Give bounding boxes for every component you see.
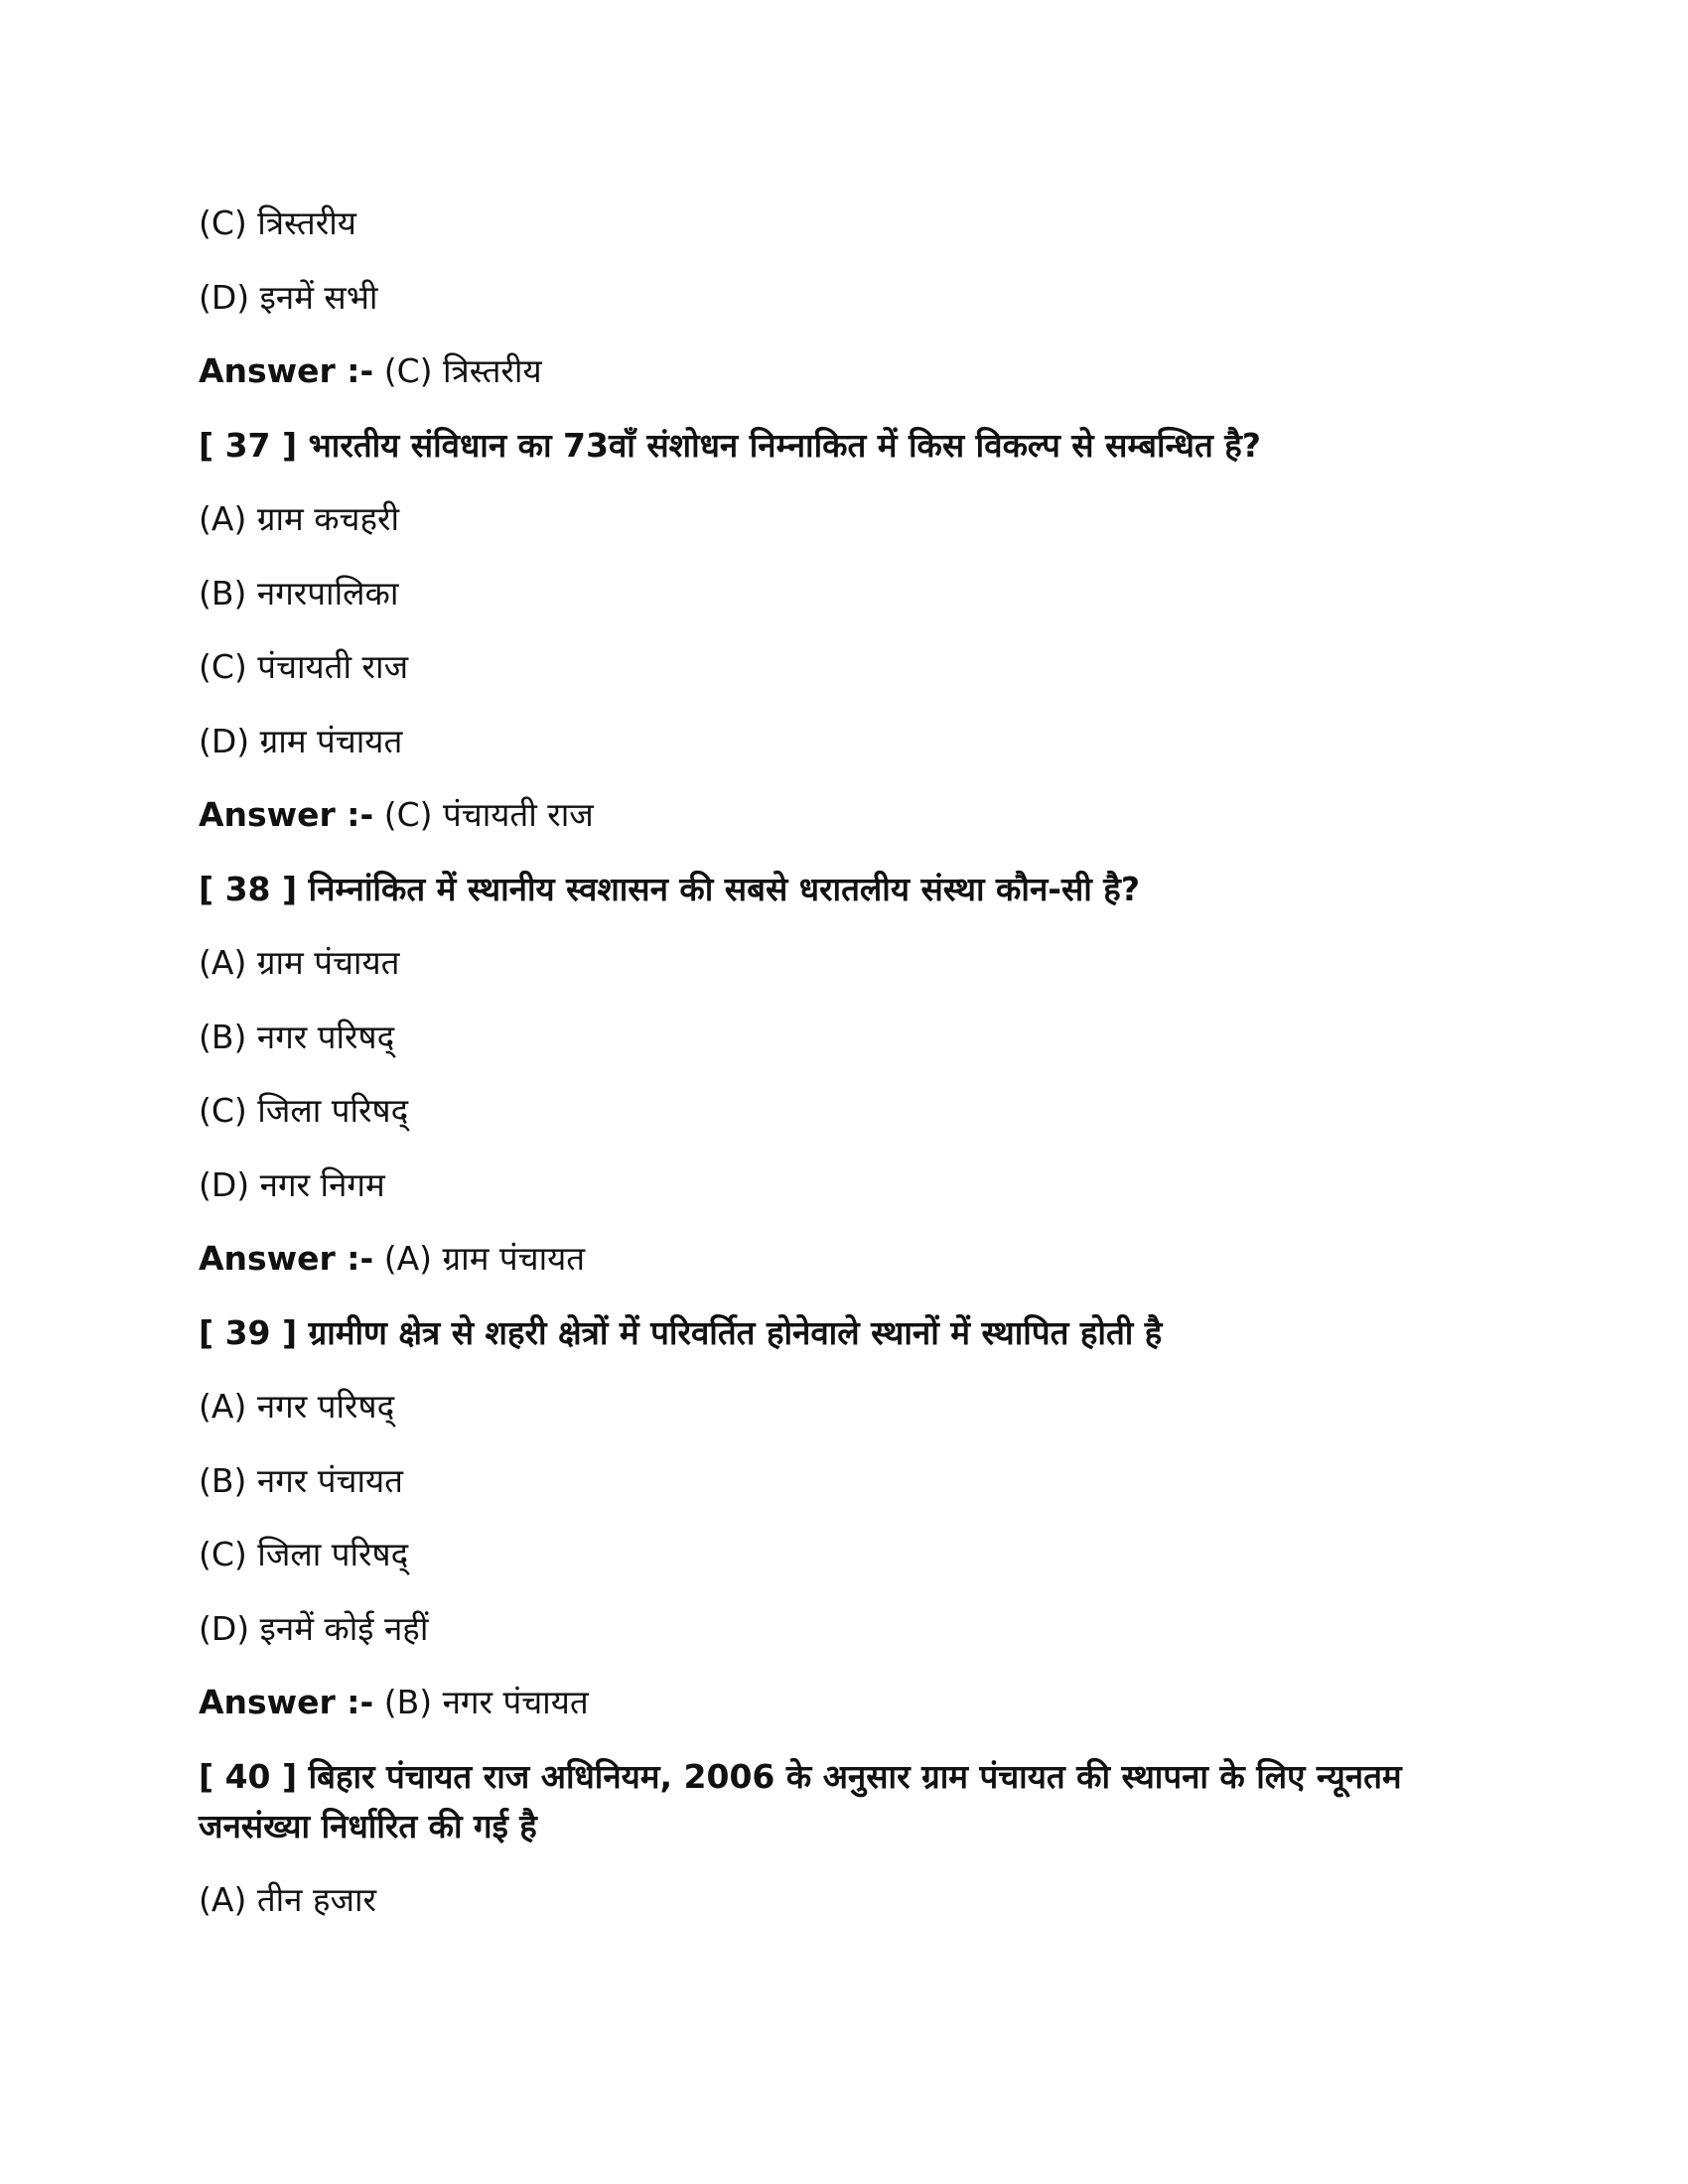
answer-text: पंचायती राज: [443, 795, 594, 834]
option-line: [199, 1086, 1489, 1160]
option-text: इनमें कोई नहीं: [259, 1608, 429, 1648]
option-line: [199, 1382, 1489, 1456]
answer-text: नगर पंचायत: [442, 1683, 589, 1721]
option-letter: (B): [199, 1017, 247, 1056]
option-line: [199, 1013, 1489, 1087]
question-number: [ 40 ]: [199, 1756, 298, 1796]
question-text: बिहार पंचायत राज अधिनियम, 2006 के अनुसार ग्राम पंचायत की स्थापना के लिए न्यूनतम जनसंख्या निर्धारित की गई है: [199, 1756, 1402, 1845]
answer-label: Answer :-: [199, 351, 374, 390]
answer-line: [199, 346, 1489, 421]
question-39: [199, 1308, 1489, 1383]
option-line: [199, 717, 1489, 791]
option-text: नगर निगम: [259, 1164, 385, 1204]
option-letter: (D): [199, 277, 250, 317]
answer-line: [199, 790, 1489, 865]
question-37: [199, 421, 1489, 495]
answer-text: ग्राम पंचायत: [442, 1239, 586, 1278]
option-line: [199, 569, 1489, 643]
document-page: [199, 199, 1489, 1949]
option-letter: (A): [199, 943, 247, 982]
option-line: [199, 1875, 1489, 1950]
option-text: नगरपालिका: [256, 573, 399, 613]
option-line: [199, 199, 1489, 273]
option-line: [199, 1530, 1489, 1604]
option-letter: (D): [199, 1164, 250, 1204]
answer-label: Answer :-: [199, 1683, 374, 1721]
option-text: पंचायती राज: [257, 647, 409, 686]
option-letter: (C): [199, 1535, 247, 1573]
answer-label: Answer :-: [199, 1239, 374, 1278]
question-38: [199, 865, 1489, 939]
option-line: [199, 642, 1489, 717]
option-line: [199, 1160, 1489, 1235]
option-text: नगर पंचायत: [256, 1460, 403, 1500]
option-line: [199, 1604, 1489, 1679]
answer-letter: (C): [383, 795, 433, 834]
answer-text: त्रिस्तरीय: [443, 351, 542, 390]
question-number: [ 37 ]: [199, 425, 298, 465]
option-letter: (A): [199, 499, 247, 538]
option-text: जिला परिषद्: [257, 1091, 409, 1130]
option-text: तीन हजार: [256, 1879, 377, 1919]
answer-letter: (C): [383, 351, 433, 390]
option-letter: (C): [199, 1091, 247, 1130]
option-text: त्रिस्तरीय: [257, 204, 356, 242]
answer-line: [199, 1678, 1489, 1752]
option-text: ग्राम कचहरी: [256, 499, 400, 538]
option-line: [199, 494, 1489, 569]
option-text: नगर परिषद्: [256, 1387, 395, 1426]
question-40: [199, 1752, 1489, 1851]
option-text: नगर परिषद्: [256, 1017, 395, 1056]
option-letter: (B): [199, 1460, 247, 1500]
question-number: [ 39 ]: [199, 1312, 298, 1352]
option-letter: (C): [199, 647, 247, 686]
option-line: [199, 273, 1489, 347]
answer-letter: (B): [383, 1683, 433, 1721]
option-letter: (B): [199, 573, 247, 613]
option-text: जिला परिषद्: [257, 1535, 409, 1573]
option-text: इनमें सभी: [259, 277, 378, 317]
answer-line: [199, 1234, 1489, 1308]
option-line: [199, 1456, 1489, 1531]
option-letter: (D): [199, 1608, 250, 1648]
question-text: निम्नांकित में स्थानीय स्वशासन की सबसे धरातलीय संस्था कौन-सी है?: [308, 869, 1140, 908]
option-letter: (A): [199, 1879, 247, 1919]
option-letter: (D): [199, 721, 250, 760]
option-line: [199, 938, 1489, 1013]
option-letter: (C): [199, 204, 247, 242]
answer-letter: (A): [383, 1239, 433, 1278]
question-text: भारतीय संविधान का 73वाँ संशोधन निम्नाकित में किस विकल्प से सम्बन्धित है?: [308, 425, 1261, 465]
question-number: [ 38 ]: [199, 869, 298, 908]
option-text: ग्राम पंचायत: [259, 721, 403, 760]
answer-label: Answer :-: [199, 795, 374, 834]
option-letter: (A): [199, 1387, 247, 1426]
question-text: ग्रामीण क्षेत्र से शहरी क्षेत्रों में परिवर्तित होनेवाले स्थानों में स्थापित होती है: [308, 1312, 1163, 1352]
option-text: ग्राम पंचायत: [256, 943, 400, 982]
